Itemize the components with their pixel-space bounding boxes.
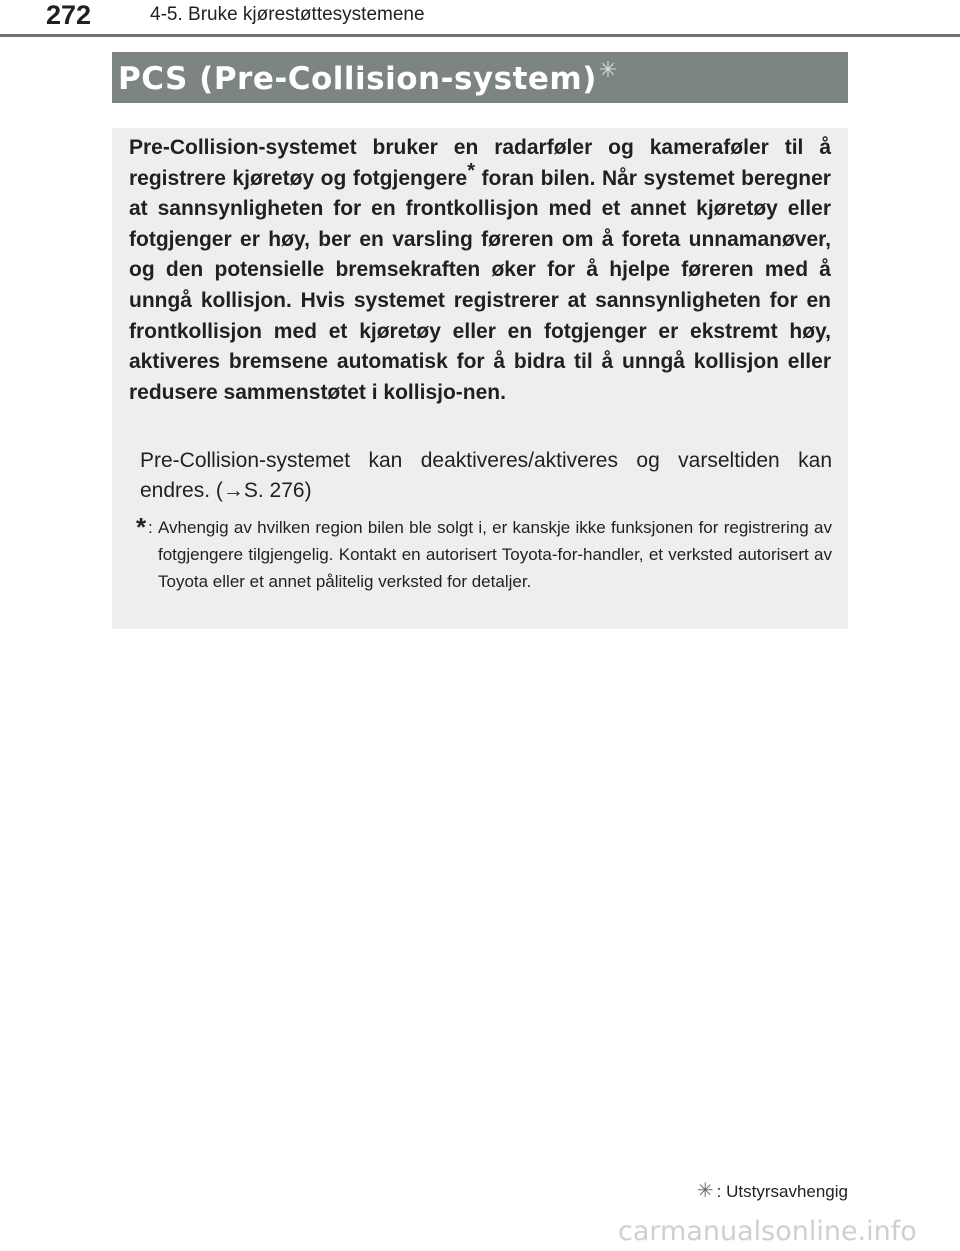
- intro-paragraph: [129, 133, 831, 408]
- footnote: [136, 514, 832, 595]
- equipment-note-text: : Utstyrsavhengig: [716, 1182, 848, 1201]
- header-divider: [0, 34, 960, 37]
- optional-equipment-marker: ✳: [598, 58, 618, 83]
- content-box: [112, 128, 848, 629]
- intro-footnote-star: *: [467, 159, 475, 182]
- footnote-star: *: [136, 512, 147, 542]
- page-reference-link[interactable]: S. 276: [243, 479, 305, 502]
- note-suffix: ): [304, 479, 312, 502]
- arrow-icon: →: [222, 479, 244, 502]
- page-title-text: PCS (Pre-Collision-system): [118, 61, 597, 97]
- watermark: carmanualsonline.info: [618, 1216, 917, 1247]
- settings-note: [140, 446, 832, 506]
- footnote-colon: :: [148, 518, 153, 537]
- note-prefix: Pre-Collision-systemet kan deaktiveres/aktiveres og varseltiden kan endres. (: [140, 449, 832, 502]
- footnote-text: Avhengig av hvilken region bilen ble solgt i, er kanskje ikke funksjonen for registrering av fotgjengere tilgjengelig. Kontakt en autorisert Toyota-for-handler, et verksted autorisert av Toyota eller et annet pålitelig verksted for detaljer.: [158, 518, 832, 591]
- equipment-marker-icon: ✳: [696, 1180, 714, 1202]
- equipment-note: [697, 1180, 848, 1203]
- intro-text-part1: Pre-Collision-systemet bruker en radarføler og kameraføler til å registrere kjøretøy og fotgjengere: [129, 136, 831, 190]
- section-title: 4-5. Bruke kjørestøttesystemene: [150, 4, 425, 25]
- title-bar: [112, 52, 848, 103]
- page-number: 272: [46, 0, 92, 30]
- intro-text-part2: foran bilen. Når systemet beregner at sannsynligheten for en frontkollisjon med et annet kjøretøy eller fotgjenger er høy, ber en varsling føreren om å foreta unnamanøver, og den potensielle bremsekraften øker for å hjelpe føreren med å unngå kollisjon. Hvis systemet registrerer at sannsynligheten for en frontkollisjon med et kjøretøy eller en fotgjenger er ekstremt høy, aktiveres bremsene automatisk for å bidra til å unngå kollisjon eller redusere sammenstøtet i kollisjo-nen.: [129, 166, 831, 404]
- page-title: [118, 58, 618, 97]
